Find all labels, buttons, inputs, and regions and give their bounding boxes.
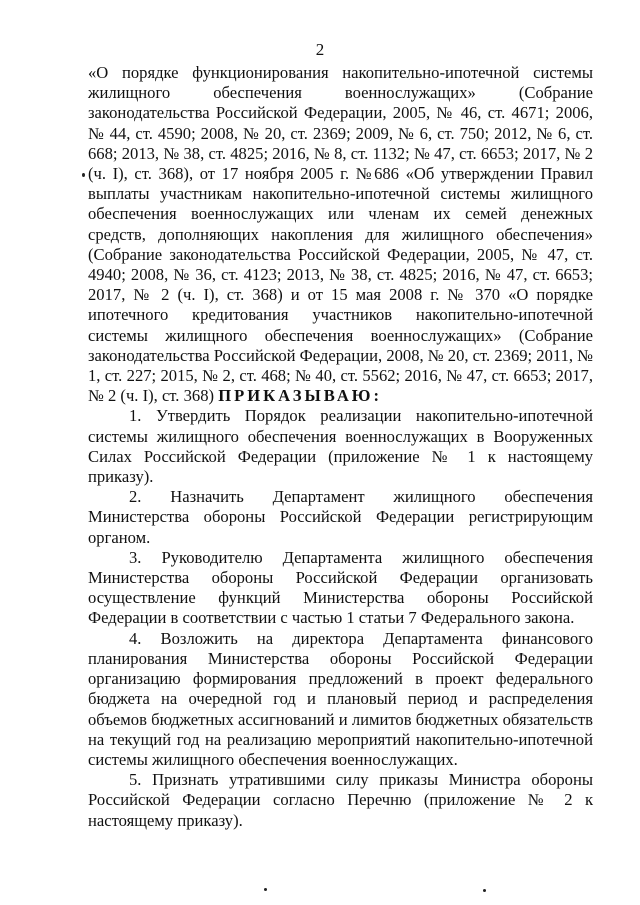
page-number: 2 [315, 40, 325, 59]
document-body [88, 63, 593, 831]
preamble-text: «О порядке функционирования накопительно-ипотечной системы жилищного обеспечения военнослужащих» (Собрание законодательства Российской Федерации, 2005, № 46, ст. 4671; 2006, № 44, ст. 4590; 2008, № 20, ст. 2369; 2009, № 6, ст. 750; 2012, № 6, ст. 668; 2013, № 38, ст. 4825; 2016, № 8, ст. 1132; № 47, ст. 6653; 2017, № 2 (ч. I), ст. 368), от 17 ноября 2005 г. №686 «Об утверждении Правил выплаты участникам накопительно-ипотечной системы жилищного обеспечения военнослужащих или членам их семей денежных средств, дополняющих накопления для жилищного обеспечения» (Собрание законодательства Российской Федерации, 2005, № 47, ст. 4940; 2008, № 36, ст. 4123; 2013, № 38, ст. 4825; 2016, № 47, ст. 6653; 2017, № 2 (ч. I), ст. 368) и от 15 мая 2008 г. № 370 «О порядке ипотечного кредитования участников накопительно-ипотечной системы жилищного обеспечения военнослужащих» (Собрание законодательства Российской Федерации, 2008, № 20, ст. 2369; 2011, № 1, ст. 227; 2015, № 2, ст. 468; № 40, ст. 5562; 2016, № 47, ст. 6653; 2017, № 2 (ч. I), ст. 368) [88, 63, 593, 406]
order-item-1: 1. Утвердить Порядок реализации накопительно-ипотечной системы жилищного обеспечения военнослужащих в Вооруженных Силах Российской Федерации (приложение № 1 к настоящему приказу). [88, 406, 593, 487]
preamble-paragraph [88, 63, 593, 406]
order-item-4: 4. Возложить на директора Департамента финансового планирования Министерства обороны Российской Федерации организацию формирования предложений в проект федерального бюджета на очередной год и плановый период и распределения объемов бюджетных ассигнований и лимитов бюджетных обязательств на текущий год на реализацию мероприятий накопительно-ипотечной системы жилищного обеспечения военнослужащих. [88, 628, 593, 769]
scan-speck [264, 888, 267, 891]
scan-speck [483, 889, 486, 892]
order-item-5: 5. Признать утратившими силу приказы Министра обороны Российской Федерации согласно Перечню (приложение № 2 к настоящему приказу). [88, 770, 593, 830]
scan-speck [82, 173, 85, 177]
order-heading: ПРИКАЗЫВАЮ: [218, 386, 383, 406]
order-item-3: 3. Руководителю Департамента жилищного обеспечения Министерства обороны Российской Федерации организовать осуществление функций Министерства обороны Российской Федерации в соответствии с частью 1 статьи 7 Федерального закона. [88, 547, 593, 628]
order-item-2: 2. Назначить Департамент жилищного обеспечения Министерства обороны Российской Федерации регистрирующим органом. [88, 487, 593, 547]
